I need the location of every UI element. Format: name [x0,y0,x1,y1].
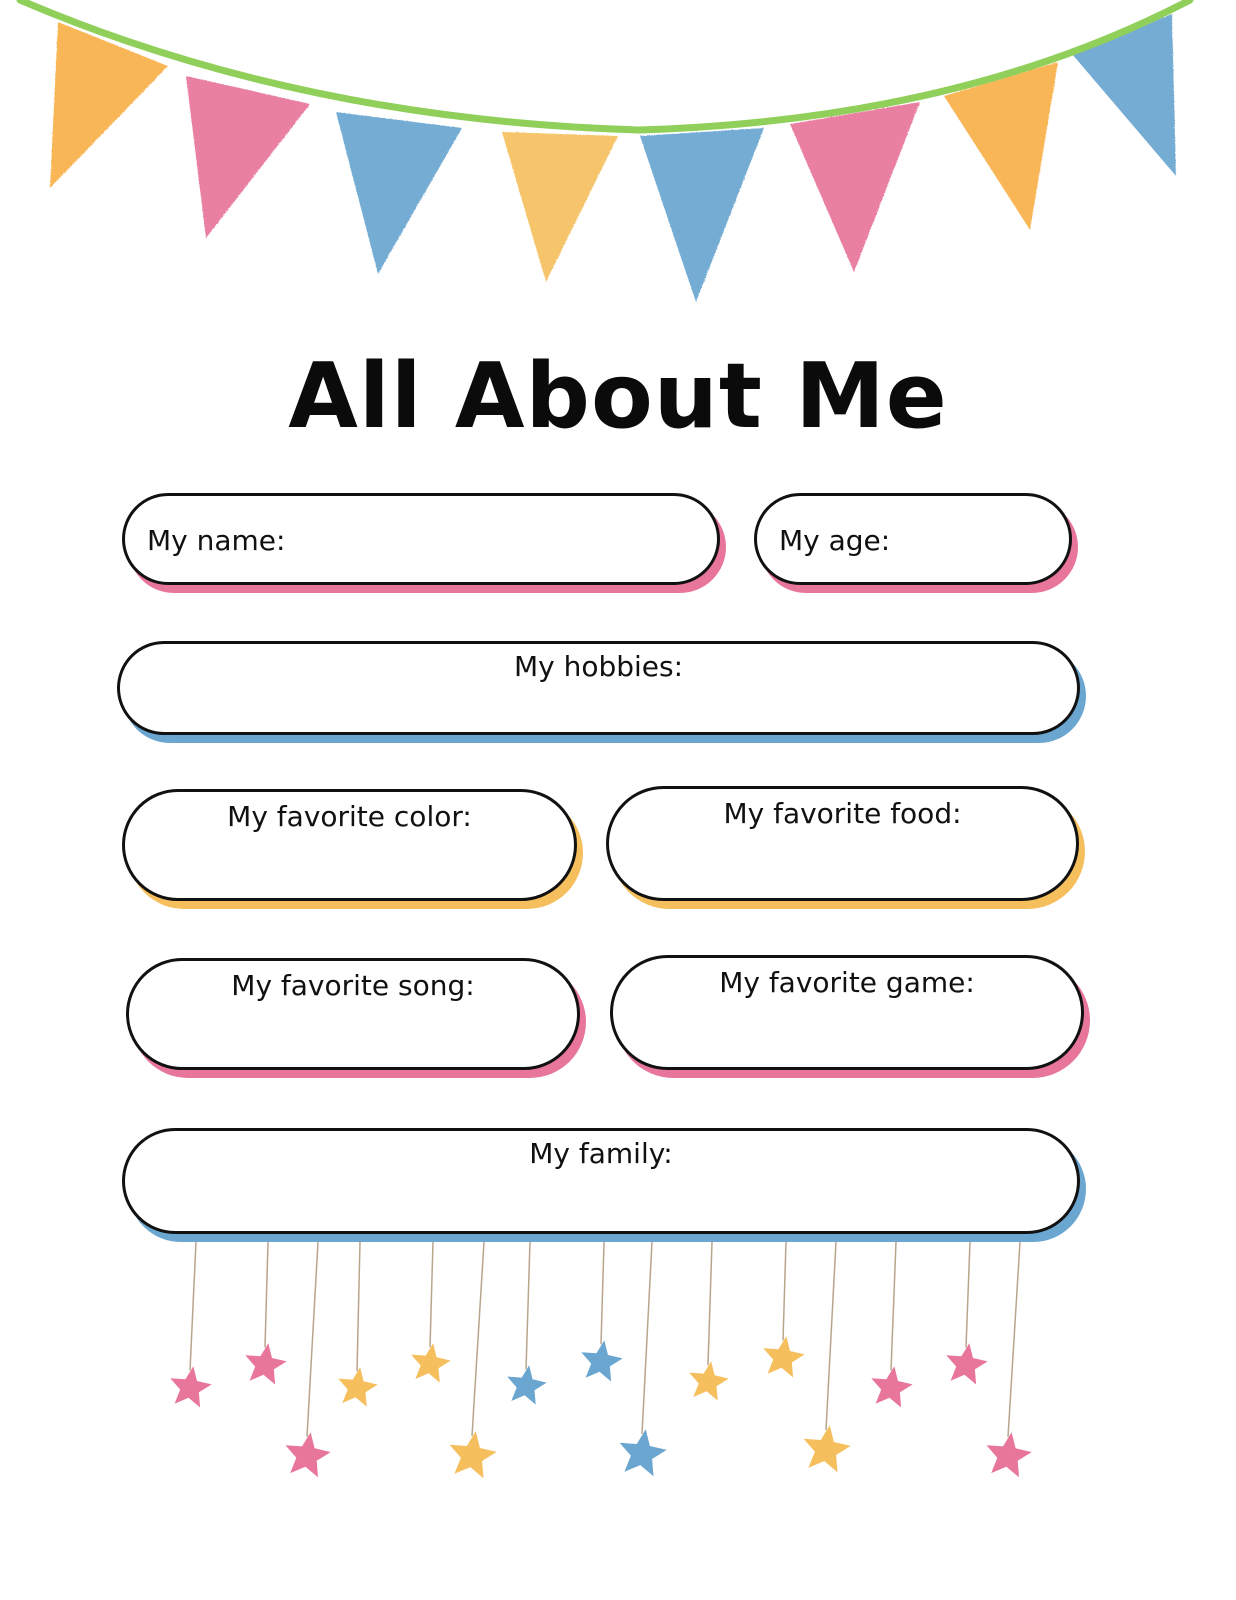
star-string [1008,1242,1020,1437]
star-string [708,1242,712,1365]
favorite-game-label: My favorite game: [719,966,975,999]
favorite-game-field[interactable] [610,955,1084,1070]
favorite-color-label: My favorite color: [227,800,472,833]
star-icon [689,1361,729,1400]
star-icon [507,1365,547,1404]
favorite-food-label: My favorite food: [723,797,962,830]
star-string [642,1242,652,1434]
family-field[interactable] [122,1128,1080,1234]
favorite-song-field[interactable] [126,958,580,1070]
bunting-flag-blue [1072,14,1176,176]
star-icon [620,1429,667,1476]
hobbies-field[interactable] [117,641,1080,735]
star-icon [338,1367,378,1406]
name-field[interactable] [122,493,720,585]
star-icon [946,1343,987,1384]
star-icon [804,1425,851,1472]
star-string [826,1242,836,1430]
star-icon [581,1340,622,1381]
star-icon [170,1366,211,1407]
star-string [783,1242,786,1340]
age-field[interactable] [754,493,1072,585]
star-icon [286,1432,331,1477]
bunting-flag-blue [640,128,764,302]
age-label: My age: [779,524,891,557]
star-string [430,1242,433,1347]
star-icon [450,1431,497,1478]
star-string [966,1242,970,1347]
star-string [601,1242,604,1344]
star-icon [871,1366,912,1407]
star-string [472,1242,484,1436]
star-string [357,1242,360,1371]
page-title: All About Me [288,344,948,449]
star-string [891,1242,896,1370]
star-string [190,1242,196,1370]
favorite-food-field[interactable] [606,786,1079,901]
hobbies-label: My hobbies: [513,650,684,683]
bunting-flag-pink [790,102,920,272]
star-icon [245,1343,286,1384]
bunting-flags [50,14,1176,302]
bunting-decoration [0,0,1236,320]
star-icon [411,1343,451,1382]
star-string [265,1242,268,1347]
star-icon [987,1432,1032,1477]
star-string [526,1242,530,1369]
family-label: My family: [529,1137,673,1170]
bunting-flag-yellow [502,132,618,282]
name-label: My name: [147,524,286,557]
star-icon [763,1336,804,1377]
bunting-flag-blue [336,112,462,274]
star-string [307,1242,318,1437]
bunting-flag-pink [186,76,310,238]
hanging-stars-decoration [0,1230,1236,1530]
favorite-color-field[interactable] [122,789,577,901]
favorite-song-label: My favorite song: [231,969,475,1002]
